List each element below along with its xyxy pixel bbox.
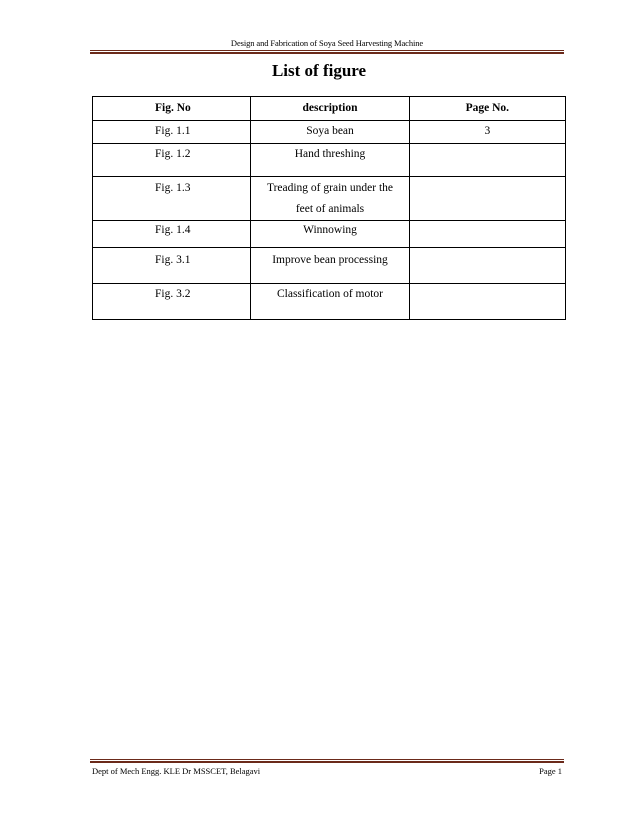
fig-number-cell: Fig. 1.3 <box>93 177 251 221</box>
description-cell: Classification of motor <box>251 284 409 320</box>
fig-number-cell: Fig. 1.4 <box>93 221 251 248</box>
header-rule <box>90 50 564 51</box>
table-header-row <box>93 97 566 121</box>
table-row <box>93 248 566 284</box>
fig-number-cell: Fig. 1.2 <box>93 144 251 177</box>
description-cell: Winnowing <box>251 221 409 248</box>
table-row <box>93 121 566 144</box>
figure-list-table <box>92 96 566 320</box>
fig-number-cell: Fig. 1.1 <box>93 121 251 144</box>
table-row <box>93 221 566 248</box>
table-row <box>93 144 566 177</box>
fig-number-cell: Fig. 3.2 <box>93 284 251 320</box>
footer-rule <box>90 759 564 760</box>
page-number-cell <box>409 221 565 248</box>
page-number-cell: 3 <box>409 121 565 144</box>
page-number-cell <box>409 177 565 221</box>
description-cell: Improve bean processing <box>251 248 409 284</box>
page-number-cell <box>409 284 565 320</box>
description-cell: Soya bean <box>251 121 409 144</box>
table-row <box>93 177 566 221</box>
fig-number-cell: Fig. 3.1 <box>93 248 251 284</box>
header-description: description <box>251 97 409 121</box>
header-page-no: Page No. <box>409 97 565 121</box>
page-number-cell <box>409 248 565 284</box>
footer-page-number: Page 1 <box>539 766 562 776</box>
header-fig-no: Fig. No <box>93 97 251 121</box>
description-cell: Hand threshing <box>251 144 409 177</box>
page-number-cell <box>409 144 565 177</box>
page-title: List of figure <box>271 61 367 80</box>
running-header: Design and Fabrication of Soya Seed Harvesting Machine <box>230 38 424 48</box>
description-text: Treading of grain under the feet of animals <box>266 182 393 215</box>
header-rule-thick <box>90 52 564 54</box>
footer-department: Dept of Mech Engg. KLE Dr MSSCET, Belagavi <box>92 766 261 776</box>
description-cell <box>251 177 409 221</box>
footer-rule-thick <box>90 761 564 763</box>
table-row <box>93 284 566 320</box>
